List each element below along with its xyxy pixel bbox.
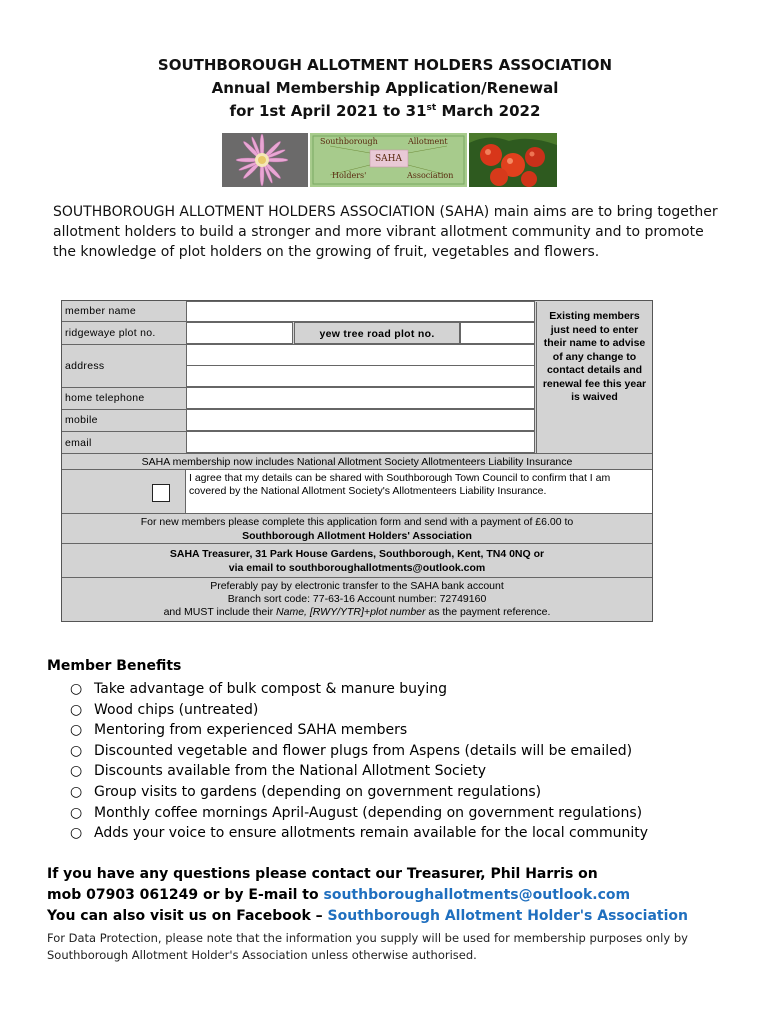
- address-label: address: [62, 345, 184, 387]
- ridgeway-plot-label: ridgewaye plot no.: [62, 323, 184, 343]
- email-link[interactable]: southboroughallotments@outlook.com: [323, 887, 631, 903]
- saha-logo: [310, 133, 467, 187]
- list-item: ○ Discounts available from the National Allotment Society: [70, 761, 648, 782]
- email-label: email: [62, 432, 184, 452]
- membership-form: [61, 300, 653, 622]
- consent-checkbox-cell: [62, 470, 186, 513]
- bullet-icon: ○: [70, 783, 83, 800]
- new-members-instruction: For new members please complete this application form and send with a payment of £6.00 to: [140, 516, 574, 528]
- bullet-icon: ○: [70, 763, 83, 780]
- payment-reference-note: and MUST include their Name, [RWY/YTR]+plot number as the payment reference.: [163, 606, 551, 618]
- facebook-link[interactable]: Southborough Allotment Holder's Association: [327, 908, 688, 924]
- member-name-label: member name: [62, 302, 184, 320]
- benefits-list: [70, 679, 648, 844]
- address-field-line2[interactable]: [186, 365, 535, 387]
- list-item: ○ Mentoring from experienced SAHA members: [70, 720, 648, 741]
- home-telephone-field[interactable]: [186, 387, 535, 409]
- ridgeway-plot-field[interactable]: [186, 322, 293, 344]
- yew-tree-plot-label: yew tree road plot no.: [294, 322, 460, 344]
- list-item: ○ Group visits to gardens (depending on government regulations): [70, 782, 648, 803]
- tomato-photo: [469, 133, 557, 187]
- logo-word-holders: Holders': [332, 171, 367, 180]
- list-item: ○ Wood chips (untreated): [70, 700, 648, 721]
- data-protection-note: For Data Protection, please note that the information you supply will be used for membership purposes only by Southborough Allotment Holder's Association unless otherwise authorised.: [47, 931, 688, 962]
- bullet-icon: ○: [70, 681, 83, 697]
- payee-name: Southborough Allotment Holders' Association: [242, 530, 472, 542]
- mobile-label: mobile: [62, 410, 184, 430]
- email-instruction: via email to southboroughallotments@outlook.com: [228, 562, 486, 574]
- treasurer-address: SAHA Treasurer, 31 Park House Gardens, Southborough, Kent, TN4 0NQ or: [169, 548, 545, 560]
- mobile-field[interactable]: [186, 409, 535, 431]
- contact-section: [47, 864, 688, 927]
- payment-preference: Preferably pay by electronic transfer to the SAHA bank account: [210, 580, 504, 592]
- intro-paragraph: SOUTHBOROUGH ALLOTMENT HOLDERS ASSOCIATION (SAHA) main aims are to bring together allotment holders to build a stronger and more vibrant allotment community and to promote the knowledge of plot holders on the growing of fruit, vegetables and flowers.: [53, 204, 718, 260]
- yew-tree-plot-field[interactable]: [460, 322, 535, 344]
- contact-line-email: mob 07903 061249 or by E-mail to southboroughallotments@outlook.com: [47, 887, 631, 903]
- list-item: ○ Monthly coffee mornings April-August (depending on government regulations): [70, 803, 648, 824]
- bullet-icon: ○: [70, 722, 83, 739]
- benefits-heading: Member Benefits: [47, 658, 182, 674]
- consent-text: I agree that my details can be shared with Southborough Town Council to confirm that I am covered by the National Allotment Society's Allotmenteers Liability Insurance.: [186, 470, 652, 513]
- logo-word-southborough: Southborough: [320, 137, 378, 146]
- home-telephone-label: home telephone: [62, 388, 184, 408]
- membership-period: for 1st April 2021 to 31st March 2022: [229, 102, 541, 120]
- member-name-field[interactable]: [186, 301, 535, 322]
- address-field-line1[interactable]: [186, 344, 535, 366]
- bullet-icon: ○: [70, 701, 83, 718]
- bank-details: Branch sort code: 77-63-16 Account number: 72749160: [227, 593, 487, 605]
- document-title: SOUTHBOROUGH ALLOTMENT HOLDERS ASSOCIATION: [157, 56, 613, 74]
- email-field[interactable]: [186, 431, 535, 453]
- logo-word-saha: SAHA: [375, 154, 403, 164]
- consent-checkbox[interactable]: [152, 484, 170, 502]
- contact-line-treasurer: If you have any questions please contact our Treasurer, Phil Harris on: [47, 866, 598, 882]
- bullet-icon: ○: [70, 825, 83, 842]
- bullet-icon: ○: [70, 742, 83, 759]
- list-item: ○ Adds your voice to ensure allotments remain available for the local community: [70, 823, 648, 844]
- logo-word-association: Association: [407, 171, 454, 180]
- existing-members-note: Existing members just need to enter their name to advise of any change to contact details and renewal fee this year is waived: [536, 302, 652, 453]
- list-item: ○ Take advantage of bulk compost & manure buying: [70, 679, 648, 700]
- contact-line-facebook: You can also visit us on Facebook – Southborough Allotment Holder's Association: [47, 908, 688, 924]
- list-item: ○ Discounted vegetable and flower plugs from Aspens (details will be emailed): [70, 741, 648, 762]
- flower-photo: [222, 133, 308, 187]
- insurance-note: SAHA membership now includes National Allotment Society Allotmenteers Liability Insurance: [141, 456, 573, 468]
- bullet-icon: ○: [70, 804, 83, 821]
- logo-word-allotment: Allotment: [408, 137, 448, 146]
- document-subtitle: Annual Membership Application/Renewal: [211, 79, 559, 97]
